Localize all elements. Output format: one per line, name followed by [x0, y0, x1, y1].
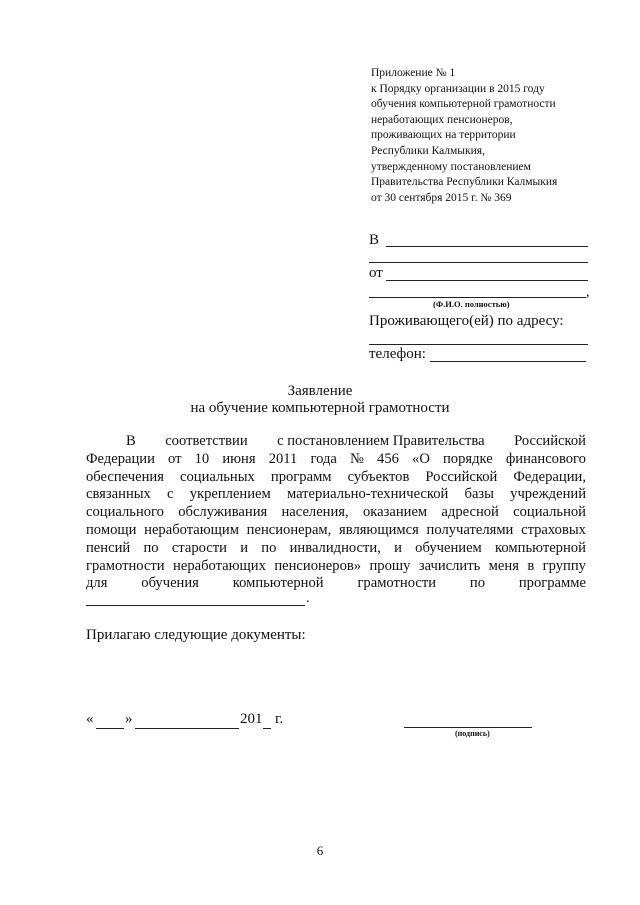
signature-caption: (подпись) [455, 729, 490, 738]
body-line: пенсий по старости и по инвалидности, и обучением компьютерной [86, 539, 586, 556]
program-end-mark: . [306, 591, 310, 606]
quote-open: « [86, 711, 94, 727]
appendix-line: Правительства Республики Калмыкия [371, 176, 558, 189]
from-field-line[interactable] [386, 280, 588, 281]
document-title: Заявление [287, 383, 353, 399]
application-body [86, 433, 586, 593]
appendix-line: Республики Калмыкия, [371, 144, 485, 157]
date-row [86, 711, 94, 728]
to-field-line-2[interactable] [369, 262, 588, 263]
date-month-line[interactable] [135, 728, 239, 729]
appendix-line: к Порядку организации в 2015 году [371, 82, 545, 95]
fio-field-line[interactable] [369, 297, 586, 298]
appendix-header [371, 66, 621, 206]
phone-field-line[interactable] [430, 361, 586, 362]
page-number: 6 [316, 843, 324, 858]
attachments-label: Прилагаю следующие документы: [86, 627, 306, 643]
program-field-line[interactable] [86, 605, 305, 606]
residing-label: Проживающего(ей) по адресу: [369, 313, 564, 329]
fio-comma: , [586, 285, 590, 300]
quote-close: » [125, 711, 133, 727]
body-line: помощи неработающим пенсионерам, являющимся получателями страховых [86, 521, 586, 538]
signature-line[interactable] [404, 727, 532, 728]
phone-label: телефон: [369, 346, 426, 362]
date-day-line[interactable] [96, 728, 124, 729]
year-prefix: 201 [240, 711, 263, 727]
year-digit-line[interactable] [263, 728, 271, 729]
document-subtitle: на обучение компьютерной грамотности [190, 400, 450, 416]
to-label: В [369, 232, 380, 248]
year-suffix: г. [275, 711, 284, 727]
appendix-line: обучения компьютерной грамотности [371, 98, 556, 111]
appendix-line: утвержденному постановлением [371, 160, 531, 173]
appendix-line: проживающих на территории [371, 129, 516, 142]
appendix-line: Приложение № 1 [371, 67, 456, 79]
to-field-line-1[interactable] [386, 246, 588, 247]
appendix-line: неработающих пенсионеров, [371, 113, 513, 126]
body-line: обеспечения социальных программ субъектов Российской Федерации, [86, 468, 586, 485]
body-line: социального обслуживания населения, оказанием адресной социальной [86, 504, 586, 521]
body-line: для обучения компьютерной грамотности по программе [86, 575, 586, 592]
address-field-line[interactable] [369, 344, 588, 345]
body-line: грамотности неработающих пенсионеров» прошу зачислить меня в группу [86, 557, 586, 574]
from-label: от [369, 265, 383, 281]
body-line: Федерации от 10 июня 2011 года № 456 «О порядке финансового [86, 450, 586, 467]
body-line: связанных с укреплением материально-технической базы учреждений [86, 486, 586, 503]
fio-caption: (Ф.И.О. полностью) [433, 299, 510, 309]
body-line: В соответствии с постановлением Правительства Российской [126, 433, 586, 449]
appendix-line: от 30 сентября 2015 г. № 369 [371, 191, 512, 204]
